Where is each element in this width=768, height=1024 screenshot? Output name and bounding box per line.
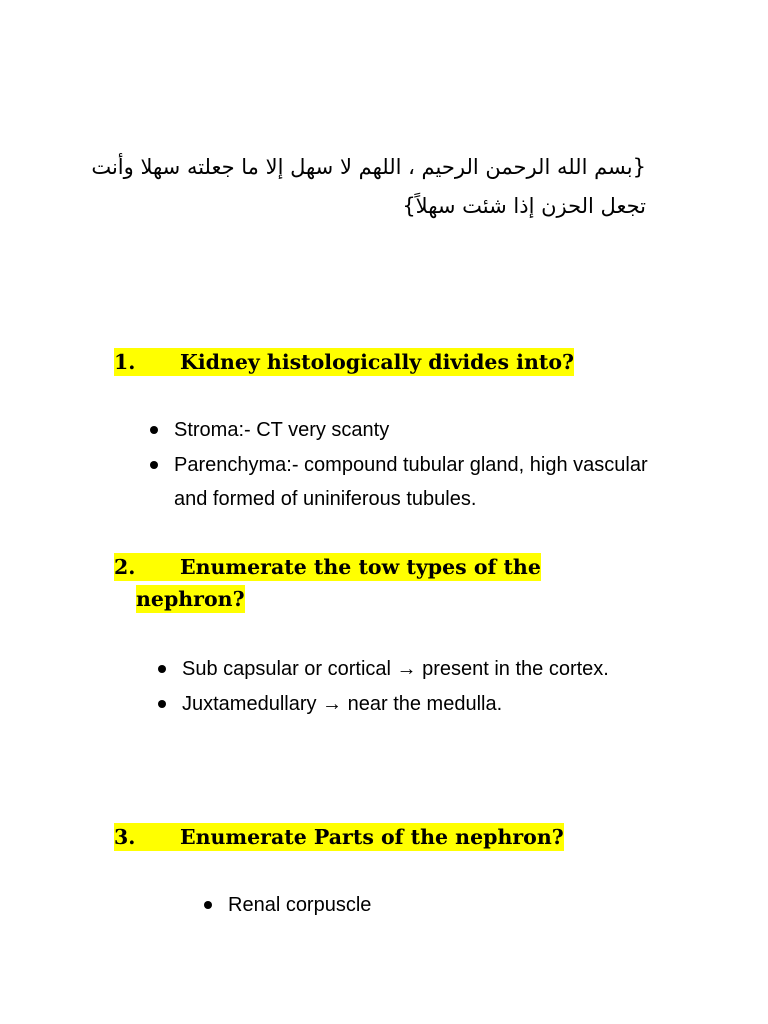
question-1-heading [114,346,674,378]
answer-text: Sub capsular or cortical → present in the cortex. [182,658,609,680]
question-3-text: Enumerate Parts of the nephron? [180,825,564,849]
question-2-number: 2. [114,555,136,579]
answer-text: Parenchyma:- compound tubular gland, high vascular and formed of uniniferous tubules. [174,453,648,510]
answer-text: Renal corpuscle [228,894,372,916]
question-3-number: 3. [114,825,136,849]
list-item [150,413,670,448]
list-item [204,888,684,923]
bullet-icon [150,461,158,469]
list-item [158,687,718,722]
arabic-dua [86,148,646,226]
question-1-highlight [114,348,574,376]
arabic-dua-line-2: تجعل الحزن إذا شئت سهلاً} [402,194,646,218]
question-3-answers [204,888,684,923]
answer-text: Stroma:- CT very scanty [174,419,390,441]
question-3-highlight [114,823,564,851]
question-1-text: Kidney histologically divides into? [180,350,575,374]
bullet-icon [204,901,212,909]
arabic-dua-line-1: {بسم الله الرحمن الرحيم ، اللهم لا سهل إلا ما جعلته سهلا وأنت [91,155,646,179]
answer-text: Juxtamedullary → near the medulla. [182,692,503,715]
bullet-icon [158,700,166,708]
question-2-heading [114,551,674,615]
question-2-answers [158,652,718,721]
question-2-text-line-1: Enumerate the tow types of the [180,555,541,579]
question-3-heading [114,821,674,853]
question-2-highlight [114,553,541,581]
list-item [150,448,670,517]
question-1-number: 1. [114,350,136,374]
list-item [158,652,718,687]
question-2-text-line-2: nephron? [136,587,245,611]
bullet-icon [150,426,158,434]
question-1-answers [150,413,670,517]
bullet-icon [158,665,166,673]
